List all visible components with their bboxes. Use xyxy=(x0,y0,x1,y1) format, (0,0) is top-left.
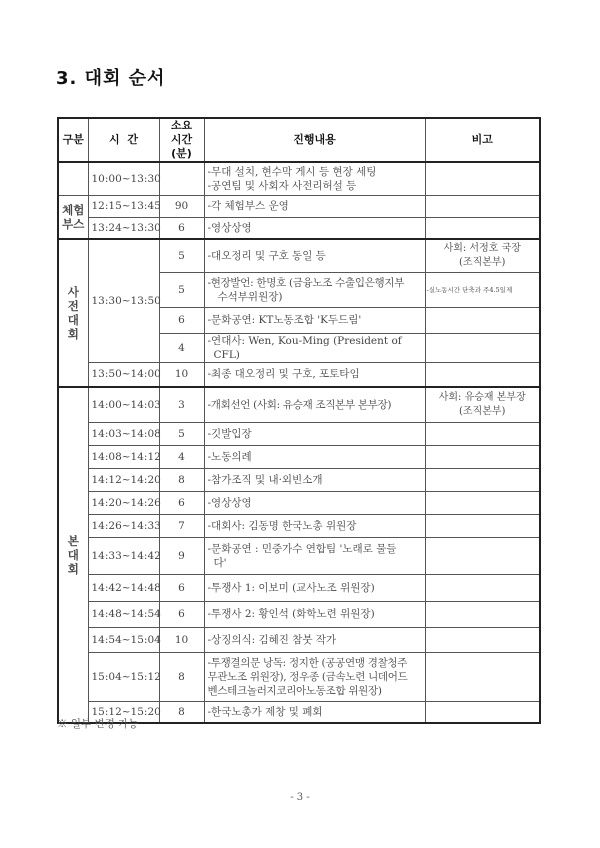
time-cell: 14:48~14:54 xyxy=(88,601,159,627)
content-cell: -투쟁사 1: 이보미 (교사노조 위원장) xyxy=(204,574,425,601)
note-line: (조직본부) xyxy=(459,405,506,417)
content-line: CFL) xyxy=(213,348,240,361)
content-cell: -각 체험부스 운영 xyxy=(204,195,425,217)
content-line: -공연팀 및 사회자 사전리허설 등 xyxy=(207,179,357,192)
table-row xyxy=(58,514,540,537)
duration-cell: 5 xyxy=(159,272,204,307)
duration-cell: 6 xyxy=(159,217,204,239)
time-cell: 12:15~13:45 xyxy=(88,195,159,217)
section-label-char: 회 xyxy=(67,327,79,341)
note-cell xyxy=(425,627,540,652)
table-row xyxy=(58,162,540,195)
content-cell xyxy=(204,333,425,362)
duration-cell: 4 xyxy=(159,445,204,468)
content-cell: -최종 대오정리 및 구호, 포토타임 xyxy=(204,362,425,387)
note-cell xyxy=(425,491,540,514)
time-cell: 10:00~13:30 xyxy=(88,162,159,195)
note-cell xyxy=(425,333,540,362)
section-label-pre-rally xyxy=(58,239,88,387)
duration-cell xyxy=(159,162,204,195)
time-cell: 14:20~14:26 xyxy=(88,491,159,514)
note-cell: -실노동시간 단축과 주4.5일제 xyxy=(425,272,540,307)
page-number: - 3 - xyxy=(290,792,310,803)
section-label-char: 본 xyxy=(67,534,79,548)
duration-cell: 10 xyxy=(159,627,204,652)
note-cell xyxy=(425,468,540,491)
section-title: 3. 대회 순서 xyxy=(56,68,166,89)
time-cell: 13:50~14:00 xyxy=(88,362,159,387)
content-line: 벤스테크놀러지코리아노동조합 위원장) xyxy=(207,684,382,697)
time-cell: 13:30~13:50 xyxy=(88,239,159,362)
content-cell: -투쟁사 2: 황인석 (화학노련 위원장) xyxy=(204,601,425,627)
duration-cell: 8 xyxy=(159,468,204,491)
content-cell: -문화공연: KT노동조합 'K두드림' xyxy=(204,307,425,333)
table-row xyxy=(58,468,540,491)
time-cell: 14:26~14:33 xyxy=(88,514,159,537)
note-cell xyxy=(425,195,540,217)
content-cell: -상징의식: 김혜진 참붓 작가 xyxy=(204,627,425,652)
duration-cell: 9 xyxy=(159,537,204,574)
duration-cell: 8 xyxy=(159,652,204,701)
table-row xyxy=(58,491,540,514)
content-cell xyxy=(204,162,425,195)
note-cell xyxy=(425,422,540,445)
content-line: -연대사: Wen, Kou-Ming (President of xyxy=(207,334,402,347)
duration-cell: 4 xyxy=(159,333,204,362)
duration-cell: 6 xyxy=(159,491,204,514)
table-row xyxy=(58,537,540,574)
note-cell xyxy=(425,387,540,422)
header-duration xyxy=(159,118,204,162)
note-line: (조직본부) xyxy=(459,256,506,268)
content-cell xyxy=(204,652,425,701)
table-row xyxy=(58,574,540,601)
table-row xyxy=(58,422,540,445)
table-row xyxy=(58,239,540,272)
table-row xyxy=(58,445,540,468)
section-label-char: 대 xyxy=(67,313,79,327)
note-cell xyxy=(425,701,540,723)
schedule-table xyxy=(57,117,541,724)
note-cell xyxy=(425,574,540,601)
content-cell: -깃발입장 xyxy=(204,422,425,445)
table-row xyxy=(58,387,540,422)
header-duration-line2: 시간(분) xyxy=(170,133,193,160)
time-cell: 14:42~14:48 xyxy=(88,574,159,601)
note-cell xyxy=(425,537,540,574)
content-line: 수석부위원장) xyxy=(217,290,283,303)
header-row xyxy=(58,118,540,162)
duration-cell: 8 xyxy=(159,701,204,723)
content-line: 다' xyxy=(213,556,227,569)
section-label-char: 회 xyxy=(67,562,79,576)
duration-cell: 6 xyxy=(159,574,204,601)
time-cell: 13:24~13:30 xyxy=(88,217,159,239)
table-row xyxy=(58,217,540,239)
content-cell: -참가조직 및 내·외빈소개 xyxy=(204,468,425,491)
section-label-line: 부스 xyxy=(62,216,85,231)
header-duration-line1: 소요 xyxy=(170,119,193,132)
table-row xyxy=(58,601,540,627)
content-cell: -한국노총가 제창 및 폐회 xyxy=(204,701,425,723)
time-cell: 15:12~15:20 xyxy=(88,701,159,723)
section-label-booth xyxy=(58,195,88,239)
note-line: 사회: 유승재 본부장 xyxy=(438,391,526,403)
content-cell: -개회선언 (사회: 유승재 조직본부 본부장) xyxy=(204,387,425,422)
time-cell: 14:12~14:20 xyxy=(88,468,159,491)
duration-cell: 3 xyxy=(159,387,204,422)
content-line: -문화공연 : 민중가수 연합팀 '노래로 물들 xyxy=(207,542,397,555)
time-cell: 14:54~15:04 xyxy=(88,627,159,652)
note-cell xyxy=(425,514,540,537)
header-time: 시 간 xyxy=(88,118,159,162)
content-cell: -노동의례 xyxy=(204,445,425,468)
content-line: -현장발언: 한명호 (금융노조 수출입은행지부 xyxy=(207,276,405,289)
section-empty xyxy=(58,162,88,195)
section-label-char: 사 xyxy=(67,285,79,299)
note-line: 사회: 서정호 국장 xyxy=(443,242,521,254)
header-section: 구분 xyxy=(58,118,88,162)
note-cell xyxy=(425,601,540,627)
header-content: 진행내용 xyxy=(204,118,425,162)
duration-cell: 5 xyxy=(159,239,204,272)
content-line: 무관노조 위원장), 정우종 (금속노련 니데어드 xyxy=(207,670,408,683)
table-row xyxy=(58,195,540,217)
content-cell: -영상상영 xyxy=(204,217,425,239)
content-cell: -영상상영 xyxy=(204,491,425,514)
content-cell xyxy=(204,537,425,574)
time-cell: 15:04~15:12 xyxy=(88,652,159,701)
note-cell xyxy=(425,362,540,387)
content-line: -무대 설치, 현수막 게시 등 현장 세팅 xyxy=(207,165,377,178)
table-row xyxy=(58,652,540,701)
duration-cell: 10 xyxy=(159,362,204,387)
note-cell xyxy=(425,162,540,195)
note-cell xyxy=(425,445,540,468)
duration-cell: 7 xyxy=(159,514,204,537)
content-cell xyxy=(204,272,425,307)
section-label-char: 대 xyxy=(67,548,79,562)
duration-cell: 6 xyxy=(159,307,204,333)
time-cell: 14:03~14:08 xyxy=(88,422,159,445)
section-label-line: 체험 xyxy=(62,202,85,217)
note-cell xyxy=(425,307,540,333)
duration-cell: 5 xyxy=(159,422,204,445)
table-row xyxy=(58,362,540,387)
note-cell xyxy=(425,217,540,239)
duration-cell: 6 xyxy=(159,601,204,627)
section-label-main-rally xyxy=(58,387,88,723)
time-cell: 14:33~14:42 xyxy=(88,537,159,574)
footnote: ※ 일부 변경 가능 xyxy=(57,718,139,730)
duration-cell: 90 xyxy=(159,195,204,217)
time-cell: 14:00~14:03 xyxy=(88,387,159,422)
note-cell xyxy=(425,239,540,272)
section-label-char: 전 xyxy=(67,299,79,313)
content-line: -투쟁결의문 낭독: 정지한 (공공연맹 경찰청주 xyxy=(207,656,408,669)
content-cell: -대오정리 및 구호 동일 등 xyxy=(204,239,425,272)
table-row xyxy=(58,627,540,652)
note-cell xyxy=(425,652,540,701)
time-cell: 14:08~14:12 xyxy=(88,445,159,468)
header-note: 비고 xyxy=(425,118,540,162)
content-cell: -대회사: 김동명 한국노총 위원장 xyxy=(204,514,425,537)
